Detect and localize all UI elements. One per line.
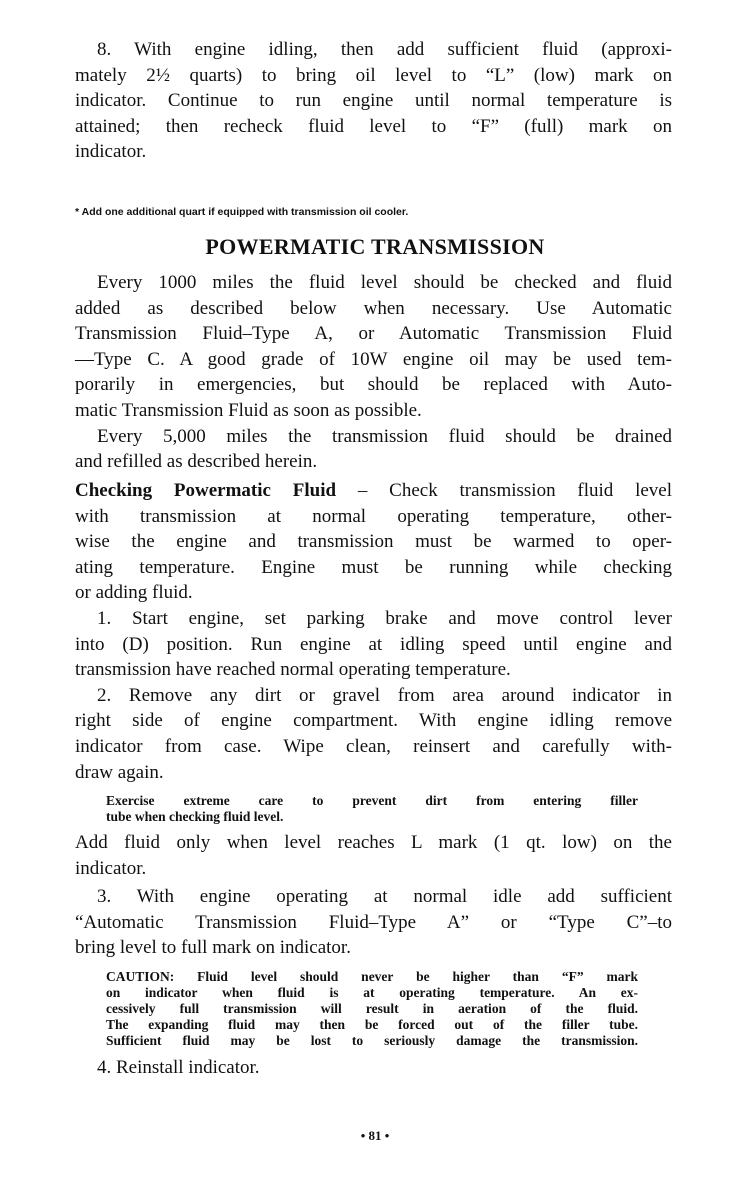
- intro-paragraph: [75, 270, 672, 475]
- text-line: 2. Remove any dirt or gravel from area around indicator in: [97, 684, 672, 706]
- add-fluid-paragraph: [75, 830, 672, 881]
- step-3-paragraph: [75, 884, 672, 961]
- text-line: The expanding fluid may then be forced out of the filler tube.: [106, 1017, 638, 1032]
- text-line: draw again.: [75, 761, 164, 783]
- text-line: Sufficient fluid may be lost to seriously damage the transmission.: [106, 1033, 638, 1048]
- checking-paragraph: [75, 478, 672, 785]
- section-heading: POWERMATIC TRANSMISSION: [205, 234, 545, 259]
- text-line: with transmission at normal operating temperature, other-: [75, 505, 672, 527]
- text-line: 1. Start engine, set parking brake and move control lever: [97, 607, 672, 629]
- text-line: indicator.: [75, 857, 147, 879]
- caution-note: [106, 969, 638, 1049]
- text-line: CAUTION: Fluid level should never be higher than “F” mark: [106, 969, 638, 984]
- text-line: wise the engine and transmission must be warmed to oper-: [75, 531, 672, 553]
- dirt-warning-note: [106, 793, 638, 825]
- text-line: porarily in emergencies, but should be replaced with Auto-: [75, 374, 672, 396]
- checking-text: – Check transmission fluid level: [336, 480, 672, 501]
- text-line: transmission have reached normal operating temperature.: [75, 659, 511, 681]
- text-line: Exercise extreme care to prevent dirt from entering filler: [106, 793, 638, 808]
- text-line: cessively full transmission will result in aeration of the fluid.: [106, 1001, 638, 1016]
- footnote: * Add one additional quart if equipped with transmission oil cooler.: [75, 206, 409, 218]
- text-line: on indicator when fluid is at operating temperature. An ex-: [106, 985, 638, 1000]
- text-line: bring level to full mark on indicator.: [75, 937, 351, 959]
- text-line: Transmission Fluid–Type A, or Automatic Transmission Fluid: [75, 323, 672, 345]
- text-line: or adding fluid.: [75, 582, 193, 604]
- text-line: Every 1000 miles the fluid level should be checked and fluid: [97, 272, 672, 293]
- text-line: mately 2½ quarts) to bring oil level to “L” (low) mark on: [75, 64, 672, 86]
- text-line: indicator. Continue to run engine until normal temperature is: [75, 90, 672, 112]
- text-line: Add fluid only when level reaches L mark (1 qt. low) on the: [75, 832, 672, 853]
- text-line: Every 5,000 miles the transmission fluid should be drained: [97, 425, 672, 447]
- text-line: [75, 478, 672, 504]
- text-line: and refilled as described herein.: [75, 451, 318, 473]
- text-line: ating temperature. Engine must be running while checking: [75, 556, 672, 578]
- step-4-paragraph: [75, 1055, 672, 1081]
- text-line: 4. Reinstall indicator.: [97, 1057, 260, 1078]
- text-line: indicator.: [75, 141, 147, 163]
- text-line: indicator from case. Wipe clean, reinsert and carefully with-: [75, 735, 672, 757]
- text-line: —Type C. A good grade of 10W engine oil may be used tem-: [75, 348, 672, 370]
- text-line: matic Transmission Fluid as soon as possible.: [75, 399, 422, 421]
- text-line: “Automatic Transmission Fluid–Type A” or “Type C”–to: [75, 911, 672, 933]
- text-line: tube when checking fluid level.: [106, 809, 284, 824]
- text-line: into (D) position. Run engine at idling speed until engine and: [75, 633, 672, 655]
- page-number: • 81 •: [360, 1128, 390, 1143]
- step-8-paragraph: [75, 37, 672, 165]
- text-line: 8. With engine idling, then add sufficient fluid (approxi-: [97, 39, 672, 60]
- text-line: right side of engine compartment. With engine idling remove: [75, 710, 672, 732]
- text-line: added as described below when necessary. Use Automatic: [75, 297, 672, 319]
- checking-title: Checking Powermatic Fluid: [75, 480, 337, 501]
- text-line: 3. With engine operating at normal idle add sufficient: [97, 886, 672, 907]
- text-line: attained; then recheck fluid level to “F” (full) mark on: [75, 115, 672, 137]
